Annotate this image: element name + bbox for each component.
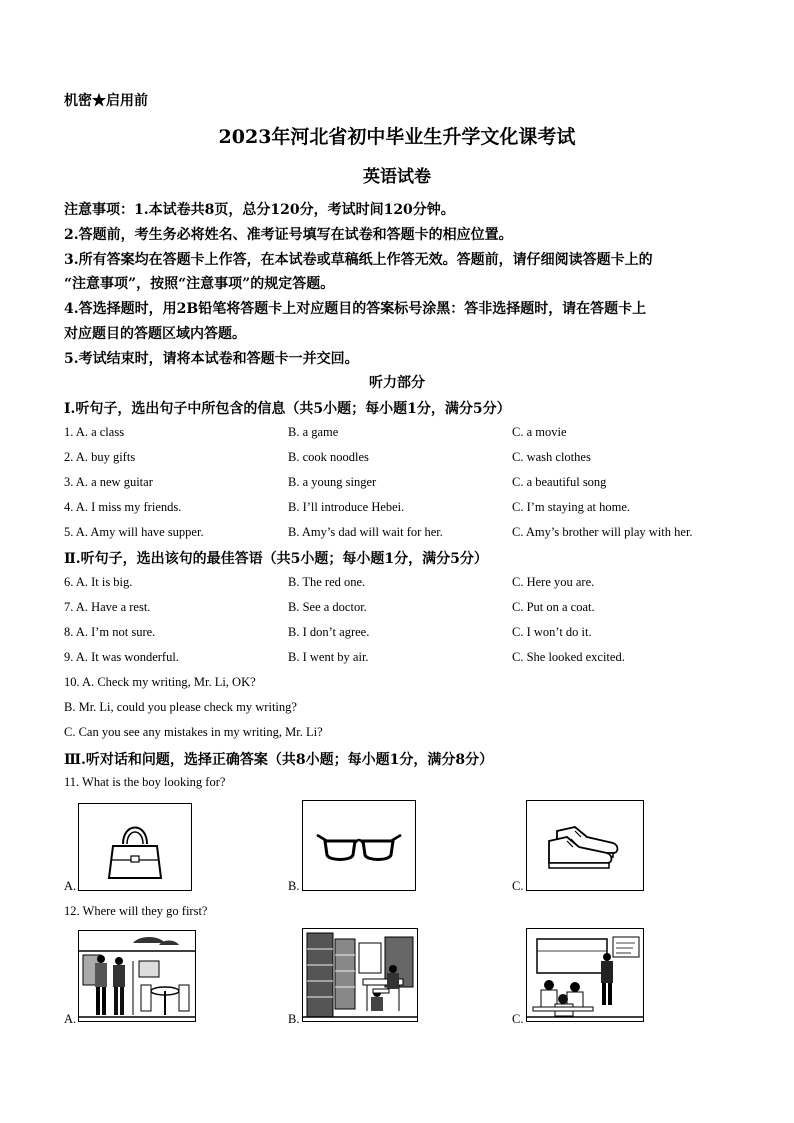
library-scene-icon xyxy=(303,929,417,1021)
option-a: 8. A. I’m not sure. xyxy=(64,625,156,639)
option-b: B. I went by air. xyxy=(288,650,369,664)
q12-picture-a xyxy=(78,930,196,1022)
section-3-title: Ⅲ.听对话和问题，选择正确答案（共8小题；每小题1分，满分8分） xyxy=(64,752,494,768)
option-c: C. a beautiful song xyxy=(512,475,607,489)
option-a: 7. A. Have a rest. xyxy=(64,600,151,614)
q12-label-b: B. xyxy=(288,1012,300,1026)
confidential-mark: 机密★启用前 xyxy=(64,93,148,109)
section-1-title: Ⅰ.听句子，选出句子中所包含的信息（共5小题；每小题1分，满分5分） xyxy=(64,401,511,417)
q10-option-c: C. Can you see any mistakes in my writing, Mr. Li? xyxy=(64,725,323,739)
option-a: 2. A. buy gifts xyxy=(64,450,136,464)
option-b: B. The red one. xyxy=(288,575,366,589)
note-line: 5.考试结束时，请将本试卷和答题卡一并交回。 xyxy=(64,351,359,367)
q12-picture-c xyxy=(526,928,644,1022)
q11-picture-a xyxy=(78,803,192,891)
q11-label-c: C. xyxy=(512,879,524,893)
classroom-scene-icon xyxy=(527,929,643,1021)
option-a: 4. A. I miss my friends. xyxy=(64,500,182,514)
q10-option-a: 10. A. Check my writing, Mr. Li, OK? xyxy=(64,675,256,689)
q11-picture-c xyxy=(526,800,644,891)
option-b: B. I’ll introduce Hebei. xyxy=(288,500,405,514)
option-b: B. a young singer xyxy=(288,475,377,489)
option-a: 3. A. a new guitar xyxy=(64,475,153,489)
cafe-scene-icon xyxy=(79,931,195,1021)
q11-picture-b xyxy=(302,800,416,891)
q12-label-c: C. xyxy=(512,1012,524,1026)
note-line: 注意事项：1.本试卷共8页，总分120分，考试时间120分钟。 xyxy=(64,202,455,218)
note-line: 2.答题前，考生务必将姓名、准考证号填写在试卷和答题卡的相应位置。 xyxy=(64,227,513,243)
option-c: C. a movie xyxy=(512,425,567,439)
note-line: “注意事项”，按照“注意事项”的规定答题。 xyxy=(64,276,335,292)
note-line: 对应题目的答题区域内答题。 xyxy=(64,326,246,342)
option-c: C. Here you are. xyxy=(512,575,595,589)
q10-option-b: B. Mr. Li, could you please check my writing? xyxy=(64,700,297,714)
option-c: C. Put on a coat. xyxy=(512,600,595,614)
option-b: B. a game xyxy=(288,425,339,439)
option-a: 6. A. It is big. xyxy=(64,575,133,589)
q11-label-b: B. xyxy=(288,879,300,893)
q11-label-a: A. xyxy=(64,879,77,893)
note-line: 3.所有答案均在答题卡上作答，在本试卷或草稿纸上作答无效。答题前，请仔细阅读答题卡上的 xyxy=(64,252,653,268)
option-b: B. Amy’s dad will wait for her. xyxy=(288,525,443,539)
exam-title: 2023年河北省初中毕业生升学文化课考试 xyxy=(218,126,576,148)
option-a: 5. A. Amy will have supper. xyxy=(64,525,204,539)
option-c: C. wash clothes xyxy=(512,450,591,464)
q12-picture-b xyxy=(302,928,418,1022)
option-b: B. cook noodles xyxy=(288,450,369,464)
note-line: 4.答选择题时，用2B铅笔将答题卡上对应题目的答案标号涂黑：答非选择题时，请在答题卡上 xyxy=(64,301,647,317)
q11-question: 11. What is the boy looking for? xyxy=(64,775,226,789)
listening-section-title: 听力部分 xyxy=(369,375,425,391)
glasses-icon xyxy=(303,801,415,890)
q12-question: 12. Where will they go first? xyxy=(64,904,208,918)
option-a: 9. A. It was wonderful. xyxy=(64,650,179,664)
option-a: 1. A. a class xyxy=(64,425,125,439)
option-c: C. Amy’s brother will play with her. xyxy=(512,525,693,539)
option-c: C. She looked excited. xyxy=(512,650,625,664)
handbag-icon xyxy=(79,804,191,890)
exam-subtitle: 英语试卷 xyxy=(363,167,431,187)
section-2-title: Ⅱ.听句子，选出该句的最佳答语（共5小题；每小题1分，满分5分） xyxy=(64,551,488,567)
q12-label-a: A. xyxy=(64,1012,77,1026)
option-c: C. I’m staying at home. xyxy=(512,500,631,514)
option-b: B. See a doctor. xyxy=(288,600,367,614)
option-c: C. I won’t do it. xyxy=(512,625,592,639)
sneakers-icon xyxy=(527,801,643,890)
option-b: B. I don’t agree. xyxy=(288,625,370,639)
